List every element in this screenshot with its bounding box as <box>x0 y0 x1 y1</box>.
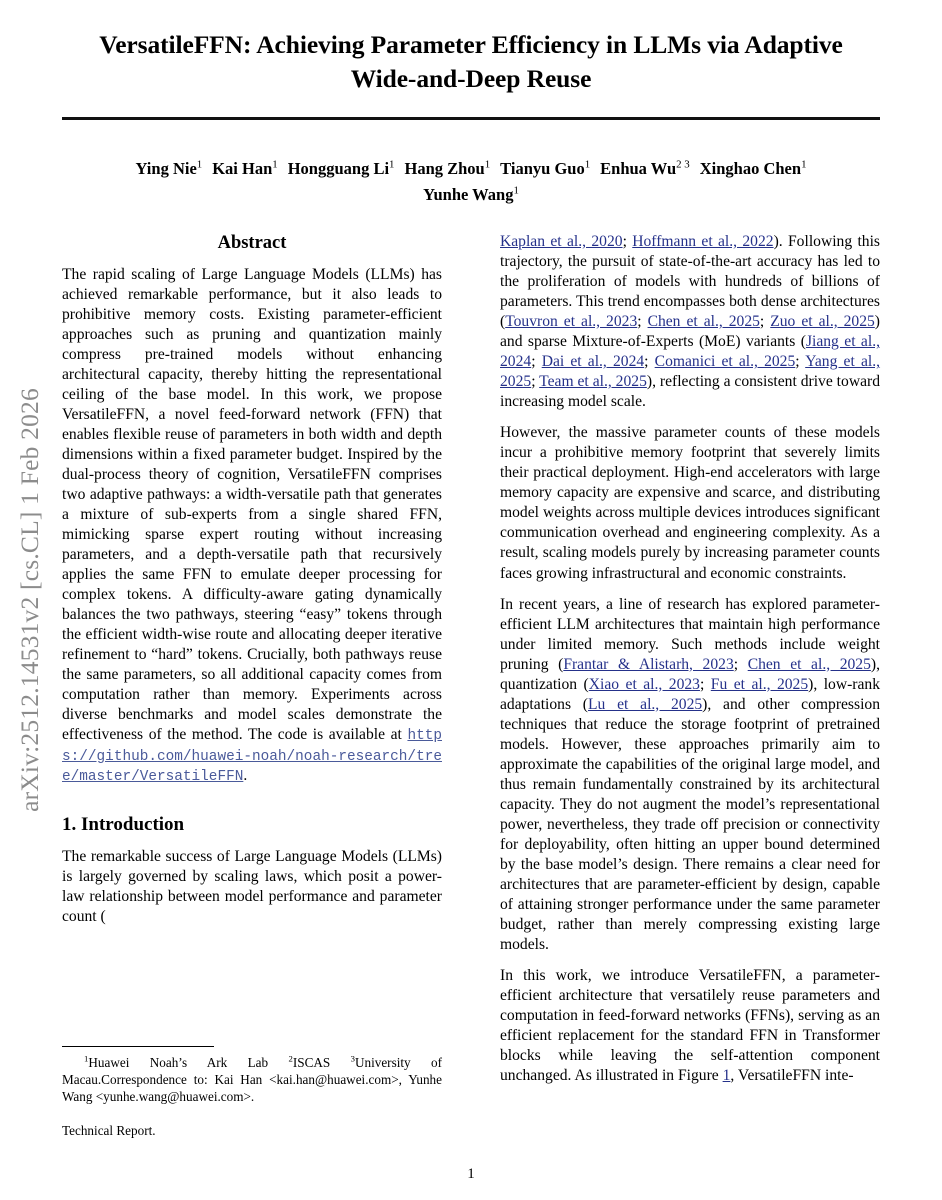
paper-page <box>62 0 880 1200</box>
citation-link[interactable]: Xiao et al., 2023 <box>588 675 700 693</box>
author-entry <box>212 159 278 178</box>
author-entry <box>136 159 203 178</box>
citation-link[interactable]: Touvron et al., 2023 <box>505 313 638 331</box>
footnote-divider <box>62 1046 214 1047</box>
citation-link[interactable]: Team et al., 2025 <box>539 373 647 391</box>
abstract-text: The rapid scaling of Large Language Models (LLMs) has achieved remarkable performance, but it also leads to prohibitive memory costs. Existing parameter-efficient approaches such as pruning and quantization mainly compress pre-trained models without enhancing architectural capacity, thereby hitting the representational ceiling of the base model. In this work, we propose VersatileFFN, a novel feed-forward network (FFN) that enables flexible reuse of parameters in both width and depth dimensions within a fixed parameter budget. Inspired by the dual-process theory of cognition, VersatileFFN comprises two adaptive pathways: a width-versatile path that generates a mixture of sub-experts from a single shared FFN, mimicking sparse expert routing without increasing parameters, and a depth-versatile path that recursively applies the same FFN to emulate deeper processing for complex tokens. A difficulty-aware gating dynamically balances the two pathways, steering “easy” tokens through the efficient width-wise route and allocating deeper iterative refinement to “hard” tokens. Crucially, both pathways reuse the same parameters, so all additional capacity comes from computation rather than memory. Experiments across diverse benchmarks and model scales demonstrate the effectiveness of the method. The code is available at <box>62 265 442 744</box>
author-name: Hongguang Li <box>287 159 390 179</box>
author-name: Kai Han <box>212 159 273 179</box>
citation-separator: ; <box>759 313 771 331</box>
author-name: Hang Zhou <box>404 159 485 179</box>
affiliation-marker-1: 1 <box>84 1053 89 1064</box>
citation-separator: ; <box>531 373 540 391</box>
intro-paragraph-4 <box>500 966 880 1086</box>
intro-paragraph-1-left <box>62 847 442 927</box>
author-name: Enhua Wu <box>600 159 677 179</box>
arxiv-stamp-text: arXiv:2512.14531v2 [cs.CL] 1 Feb 2026 <box>15 388 44 812</box>
author-name: Xinghao Chen <box>699 159 802 179</box>
report-type-note: Technical Report. <box>62 1123 156 1139</box>
code-repository-link[interactable]: https://github.com/huawei-noah/noah-research/tree/master/VersatileFFN <box>62 728 442 786</box>
author-affiliation-marker: 1 <box>584 158 591 171</box>
right-column <box>500 232 880 1097</box>
intro-p4-text-1: In this work, we introduce VersatileFFN, a parameter-efficient architecture that versatilely reuse parameters and computation in feed-forward networks (FFNs), serving as an efficient replacement for the standard FFN in Transformer blocks while leaving the self-attention component unchanged. As illustrated in Figure <box>500 967 880 1085</box>
footnote-block <box>62 1046 442 1140</box>
affiliation-marker-3: 3 <box>350 1053 355 1064</box>
citation-separator: ; <box>644 353 655 371</box>
citation-separator: ; <box>699 675 711 693</box>
citation-separator: ; <box>733 655 748 673</box>
citation-link[interactable]: Jiang et al., 2024 <box>500 333 880 371</box>
abstract-text-tail: . <box>243 767 248 785</box>
section-heading-introduction: 1. Introduction <box>62 813 185 835</box>
author-entry <box>700 159 807 178</box>
left-column <box>62 232 442 928</box>
author-affiliation-marker: 2 3 <box>676 158 690 171</box>
intro-p1-text: The remarkable success of Large Language Models (LLMs) is largely governed by scaling laws, which posit a power-law relationship between model performance and parameter count ( <box>62 848 442 926</box>
abstract-heading: Abstract <box>217 233 287 253</box>
author-entry <box>500 159 590 178</box>
intro-p4-text-2: , VersatileFFN inte- <box>730 1067 854 1085</box>
citation-link[interactable]: Chen et al., 2025 <box>747 655 871 673</box>
arxiv-stamp <box>0 0 60 1200</box>
affiliation-marker-2: 2 <box>288 1053 293 1064</box>
author-entry <box>600 159 690 178</box>
intro-p1-text-4: ), reflecting a consistent drive toward increasing model scale. <box>500 373 880 411</box>
author-entry <box>288 159 395 178</box>
author-entry <box>404 159 490 178</box>
intro-p3-text-2: ), quantization ( <box>500 655 880 693</box>
affiliation-note <box>62 1054 442 1105</box>
author-affiliation-marker: 1 <box>196 158 203 171</box>
citation-link[interactable]: Fu et al., 2025 <box>710 675 809 693</box>
author-affiliation-marker: 1 <box>389 158 395 171</box>
intro-p1-text-3: ) and sparse Mixture-of-Experts (MoE) variants ( <box>500 313 880 351</box>
author-affiliation-marker: 1 <box>801 158 807 171</box>
author-name: Ying Nie <box>135 159 197 179</box>
author-affiliation-marker: 1 <box>272 158 278 171</box>
citation-separator: ; <box>795 353 806 371</box>
intro-p1-text-2: ). Following this trajectory, the pursuit of state-of-the-art accuracy has led to the proliferation of models with hundreds of billions of parameters. This trend encompasses both dense architectures ( <box>500 233 881 331</box>
author-list <box>62 120 880 207</box>
citation-link[interactable]: Yang et al., 2025 <box>500 353 881 391</box>
intro-paragraph-2: However, the massive parameter counts of these models incur a prohibitive memory footprint that severely limits their practical deployment. High-end accelerators with large memory capacity are expensive and scarce, and distributing model weights across multiple devices introduces significant communication overhead and engineering complexity. As a result, scaling models purely by increasing parameter counts faces growing infrastructural and economic constraints. <box>500 424 880 582</box>
citation-link[interactable]: Kaplan et al., 2020 <box>500 233 623 250</box>
citation-separator: ; <box>622 233 633 250</box>
intro-paragraph-3 <box>500 595 880 956</box>
author-affiliation-marker: 1 <box>513 184 519 197</box>
intro-p3-text-1: In recent years, a line of research has explored parameter-efficient LLM architectures that maintain high performance under limited memory. Such methods include weight pruning ( <box>500 595 880 673</box>
citation-link[interactable]: Hoffmann et al., 2022 <box>632 233 774 250</box>
title-line-1: VersatileFFN: Achieving Parameter Efficiency in LLMs via Adaptive <box>99 30 843 59</box>
affiliation-text-2: ISCAS <box>292 1055 351 1070</box>
intro-p3-text-3: ), low-rank adaptations ( <box>500 675 881 713</box>
page-number: 1 <box>467 1166 475 1182</box>
citation-link[interactable]: Zuo et al., 2025 <box>770 313 875 331</box>
author-name: Yunhe Wang <box>423 184 514 204</box>
citation-separator: ; <box>531 353 542 371</box>
citation-link[interactable]: Frantar & Alistarh, 2023 <box>563 655 734 673</box>
intro-p3-text-4: ), and other compression techniques that reduce the storage footprint of pretrained models. However, these approaches primarily aim to approximate the capabilities of the original large model, and thus remain fundamentally constrained by its architectural capacity. They do not augment the model’s representational power, nevertheless, they trade off precision or connectivity for deployability, often hitting an upper bound determined by the base model’s design. There remains a clear need for architectures that are parameter-efficient by design, capable of attaining stronger performance under the same parameter budget, rather than merely compressing existing large models. <box>500 695 880 954</box>
two-column-body <box>62 232 880 1162</box>
author-entry <box>423 185 519 204</box>
affiliation-text-3: University of Macau.Correspondence to: Kai Han <kai.han@huawei.com>, Yunhe Wang <yunhe.wang@huawei.com>. <box>62 1055 442 1105</box>
citation-link[interactable]: Dai et al., 2024 <box>541 353 645 371</box>
citation-link[interactable]: Comanici et al., 2025 <box>654 353 796 371</box>
figure-reference-link[interactable]: 1 <box>722 1067 731 1085</box>
author-affiliation-marker: 1 <box>484 158 491 171</box>
citation-link[interactable]: Lu et al., 2025 <box>588 695 703 713</box>
abstract-paragraph <box>62 265 442 787</box>
citation-separator: ; <box>637 313 648 331</box>
affiliation-text-1: Huawei Noah’s Ark Lab <box>88 1055 289 1070</box>
intro-paragraph-1-right <box>500 232 880 412</box>
title-line-2: Wide-and-Deep Reuse <box>350 63 592 93</box>
author-name: Tianyu Guo <box>500 159 585 179</box>
page-title <box>62 0 880 95</box>
citation-link[interactable]: Chen et al., 2025 <box>647 313 760 331</box>
